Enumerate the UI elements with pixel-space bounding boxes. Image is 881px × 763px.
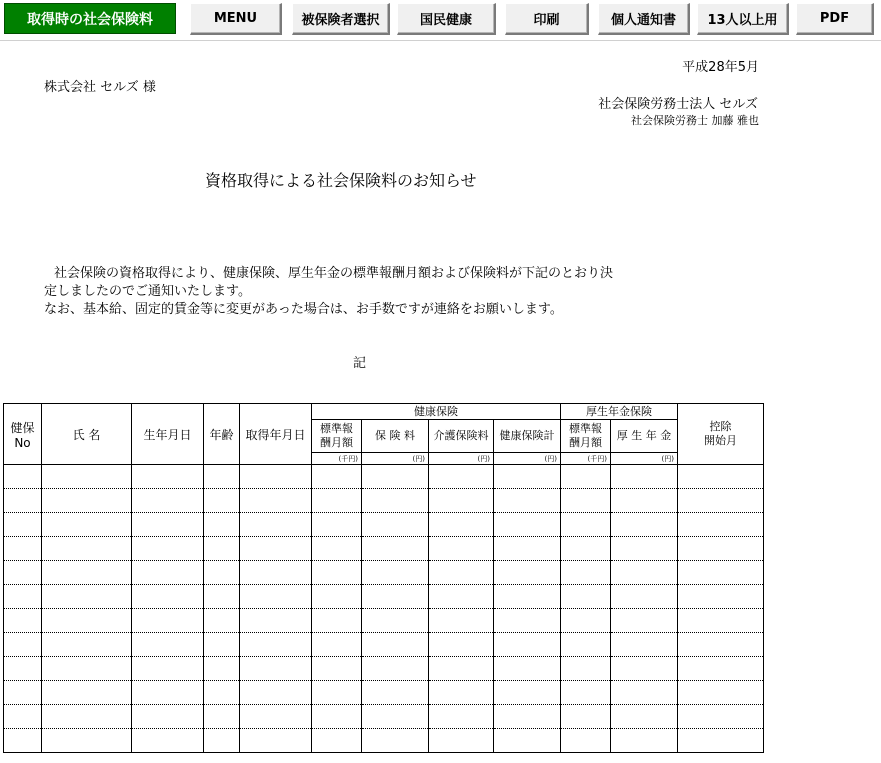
toolbar-divider <box>0 40 881 41</box>
table-body <box>4 465 764 753</box>
table-cell <box>42 681 132 705</box>
table-cell <box>204 561 240 585</box>
table-cell <box>678 585 764 609</box>
table-row <box>4 633 764 657</box>
table-cell <box>42 465 132 489</box>
table-cell <box>132 585 204 609</box>
header-acquisition-date: 取得年月日 <box>240 404 312 465</box>
table-cell <box>4 489 42 513</box>
unit-pension-premium: (円) <box>611 453 678 465</box>
table-cell <box>429 609 494 633</box>
table-cell <box>240 609 312 633</box>
ki-label: 記 <box>353 356 367 371</box>
table-cell <box>42 561 132 585</box>
table-cell <box>678 681 764 705</box>
header-health-group: 健康保険 <box>312 404 561 420</box>
table-cell <box>312 705 362 729</box>
header-health-premium: 保 険 料 <box>362 420 429 453</box>
table-cell <box>4 561 42 585</box>
table-cell <box>362 681 429 705</box>
table-cell <box>429 681 494 705</box>
table-cell <box>42 729 132 753</box>
table-cell <box>678 561 764 585</box>
table-cell <box>678 705 764 729</box>
table-row <box>4 465 764 489</box>
table-cell <box>611 513 678 537</box>
table-cell <box>4 537 42 561</box>
table-cell <box>204 705 240 729</box>
table-cell <box>240 513 312 537</box>
table-cell <box>362 513 429 537</box>
document-date: 平成28年5月 <box>682 60 759 75</box>
table-cell <box>561 681 611 705</box>
table-cell <box>494 489 561 513</box>
table-row <box>4 657 764 681</box>
table-cell <box>611 681 678 705</box>
table-cell <box>561 609 611 633</box>
body-line-3: なお、基本給、固定的賃金等に変更があった場合は、お手数ですが連絡をお願いします。 <box>44 302 563 317</box>
table-cell <box>204 489 240 513</box>
table-cell <box>611 729 678 753</box>
table-cell <box>429 561 494 585</box>
table-cell <box>429 705 494 729</box>
table-cell <box>240 729 312 753</box>
table-cell <box>429 465 494 489</box>
table-cell <box>429 585 494 609</box>
table-cell <box>312 609 362 633</box>
table-cell <box>240 633 312 657</box>
table-cell <box>312 489 362 513</box>
header-deduction-start <box>678 420 764 465</box>
header-pension-std-line1: 標準報 <box>569 422 602 435</box>
menu-button[interactable]: MENU <box>190 3 282 35</box>
table-cell <box>561 585 611 609</box>
table-cell <box>132 537 204 561</box>
header-pension-std-monthly <box>561 420 611 453</box>
table-cell <box>312 513 362 537</box>
sender-person: 社会保険労務士 加藤 雅也 <box>631 114 759 127</box>
header-kenpo-no-line2: No <box>14 435 31 450</box>
table-cell <box>42 657 132 681</box>
table-cell <box>362 465 429 489</box>
table-cell <box>240 681 312 705</box>
table-cell <box>312 681 362 705</box>
table-cell <box>240 537 312 561</box>
table-cell <box>494 633 561 657</box>
table-cell <box>561 513 611 537</box>
body-line-1: 社会保険の資格取得により、健康保険、厚生年金の標準報酬月額および保険料が下記のとおり決 <box>54 266 614 281</box>
table-cell <box>132 609 204 633</box>
table-cell <box>561 705 611 729</box>
table-cell <box>429 657 494 681</box>
table-cell <box>494 729 561 753</box>
individual-notice-button[interactable]: 個人通知書 <box>598 3 690 35</box>
premium-table <box>3 403 764 753</box>
table-cell <box>611 633 678 657</box>
table-cell <box>611 537 678 561</box>
table-cell <box>611 489 678 513</box>
table-cell <box>362 705 429 729</box>
header-pension-premium: 厚 生 年 金 <box>611 420 678 453</box>
table-cell <box>42 609 132 633</box>
unit-pension-std: (千円) <box>561 453 611 465</box>
table-cell <box>611 465 678 489</box>
select-insured-button[interactable]: 被保険者選択 <box>292 3 390 35</box>
table-cell <box>4 585 42 609</box>
table-cell <box>312 729 362 753</box>
table-cell <box>132 729 204 753</box>
table-cell <box>312 657 362 681</box>
table-cell <box>561 537 611 561</box>
table-cell <box>132 657 204 681</box>
table-cell <box>678 609 764 633</box>
table-cell <box>561 561 611 585</box>
table-cell <box>42 513 132 537</box>
table-cell <box>4 465 42 489</box>
table-cell <box>362 489 429 513</box>
table-cell <box>132 513 204 537</box>
table-cell <box>4 681 42 705</box>
table-cell <box>494 657 561 681</box>
table-cell <box>4 513 42 537</box>
table-cell <box>42 537 132 561</box>
table-cell <box>678 633 764 657</box>
table-cell <box>42 705 132 729</box>
header-deduction-top <box>678 404 764 420</box>
header-health-std-line2: 酬月額 <box>320 436 353 449</box>
table-cell <box>240 705 312 729</box>
table-cell <box>204 729 240 753</box>
table-cell <box>132 633 204 657</box>
header-birthdate: 生年月日 <box>132 404 204 465</box>
table-cell <box>494 537 561 561</box>
table-cell <box>494 705 561 729</box>
table-cell <box>132 681 204 705</box>
header-age: 年齢 <box>204 404 240 465</box>
table-cell <box>611 657 678 681</box>
table-cell <box>678 729 764 753</box>
table-cell <box>204 537 240 561</box>
table-cell <box>132 561 204 585</box>
header-kenpo-no-line1: 健保 <box>10 420 35 435</box>
table-cell <box>494 681 561 705</box>
header-health-total: 健康保険計 <box>494 420 561 453</box>
table-cell <box>240 489 312 513</box>
header-care-premium: 介護保険料 <box>429 420 494 453</box>
table-cell <box>362 729 429 753</box>
table-cell <box>240 585 312 609</box>
table-cell <box>362 585 429 609</box>
table-cell <box>204 609 240 633</box>
table-cell <box>494 561 561 585</box>
table-cell <box>204 657 240 681</box>
table-cell <box>362 537 429 561</box>
header-pension-group: 厚生年金保険 <box>561 404 678 420</box>
table-cell <box>429 729 494 753</box>
table-cell <box>429 633 494 657</box>
table-cell <box>240 657 312 681</box>
table-cell <box>611 705 678 729</box>
table-cell <box>312 537 362 561</box>
table-cell <box>611 561 678 585</box>
table-row <box>4 537 764 561</box>
sheet-title-badge: 取得時の社会保険料 <box>4 3 176 34</box>
unit-care-premium: (円) <box>429 453 494 465</box>
body-line-2: 定しましたのでご通知いたします。 <box>44 284 251 299</box>
table-cell <box>678 513 764 537</box>
table-cell <box>132 705 204 729</box>
table-cell <box>494 609 561 633</box>
header-pension-std-line2: 酬月額 <box>569 436 602 449</box>
toolbar <box>0 0 881 40</box>
table-cell <box>312 633 362 657</box>
table-cell <box>678 537 764 561</box>
table-cell <box>561 633 611 657</box>
header-kenpo-no <box>4 404 42 465</box>
table-cell <box>4 729 42 753</box>
table-cell <box>611 609 678 633</box>
table-row <box>4 705 764 729</box>
table-cell <box>240 465 312 489</box>
table-cell <box>4 633 42 657</box>
table-cell <box>494 585 561 609</box>
table-cell <box>429 513 494 537</box>
table-cell <box>204 465 240 489</box>
table-cell <box>362 609 429 633</box>
table-cell <box>4 705 42 729</box>
table-cell <box>312 585 362 609</box>
header-deduction-line2: 開始月 <box>704 433 737 447</box>
table-cell <box>312 465 362 489</box>
table-cell <box>42 585 132 609</box>
table-cell <box>561 489 611 513</box>
sender-company: 社会保険労務士法人 セルズ <box>598 97 758 112</box>
table-cell <box>204 513 240 537</box>
thirteen-plus-button[interactable]: 13人以上用 <box>697 3 789 35</box>
table-cell <box>561 657 611 681</box>
unit-health-premium: (円) <box>362 453 429 465</box>
table-cell <box>494 513 561 537</box>
table-cell <box>429 489 494 513</box>
recipient-name: 株式会社 セルズ 様 <box>44 80 156 95</box>
table-cell <box>429 537 494 561</box>
table-cell <box>362 657 429 681</box>
table-cell <box>42 489 132 513</box>
table-cell <box>561 465 611 489</box>
table-cell <box>4 657 42 681</box>
table-cell <box>312 561 362 585</box>
pdf-button[interactable]: PDF <box>796 3 874 35</box>
table-cell <box>240 561 312 585</box>
table-cell <box>204 633 240 657</box>
print-button[interactable]: 印刷 <box>505 3 589 35</box>
table-cell <box>204 681 240 705</box>
national-health-button[interactable]: 国民健康 <box>397 3 496 35</box>
table-cell <box>204 585 240 609</box>
table-cell <box>678 657 764 681</box>
header-name: 氏 名 <box>42 404 132 465</box>
table-cell <box>678 465 764 489</box>
unit-health-total: (円) <box>494 453 561 465</box>
table-cell <box>132 465 204 489</box>
header-deduction-line1: 控除 <box>709 419 732 433</box>
table-cell <box>362 633 429 657</box>
table-cell <box>561 729 611 753</box>
table-cell <box>42 633 132 657</box>
document-title: 資格取得による社会保険料のお知らせ <box>205 171 477 190</box>
table-cell <box>494 465 561 489</box>
table-row <box>4 561 764 585</box>
table-cell <box>678 489 764 513</box>
table-row <box>4 729 764 753</box>
table-row <box>4 681 764 705</box>
header-health-std-monthly <box>312 420 362 453</box>
table-row <box>4 585 764 609</box>
table-cell <box>611 585 678 609</box>
table-cell <box>132 489 204 513</box>
table-row <box>4 513 764 537</box>
header-health-std-line1: 標準報 <box>320 422 353 435</box>
table-row <box>4 489 764 513</box>
table-row <box>4 609 764 633</box>
table-cell <box>4 609 42 633</box>
unit-health-std: (千円) <box>312 453 362 465</box>
table-cell <box>362 561 429 585</box>
